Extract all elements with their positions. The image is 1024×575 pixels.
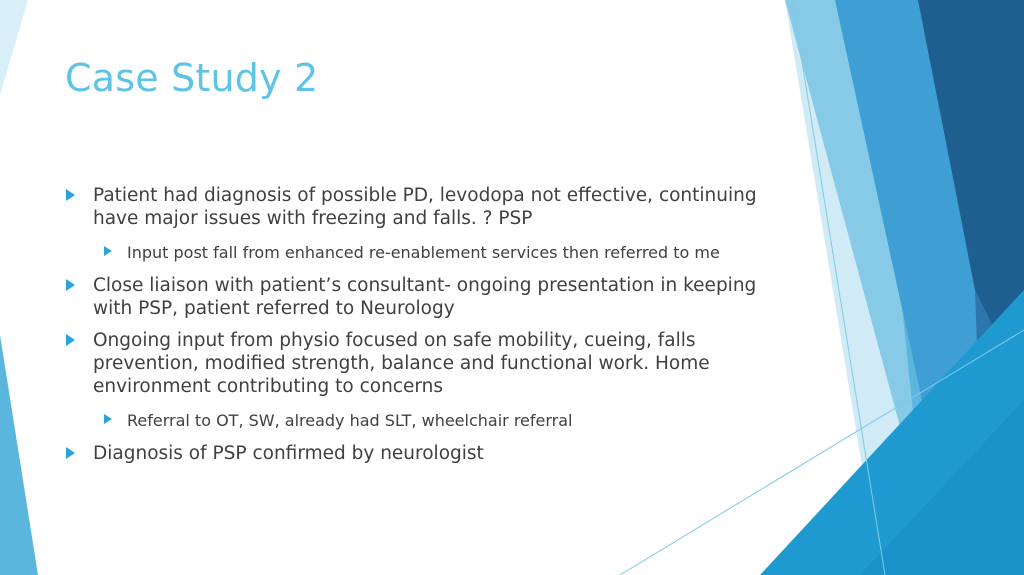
deco-left-top	[0, 0, 28, 95]
triangle-bullet-icon	[66, 447, 75, 459]
sub-bullet-text: Referral to OT, SW, already had SLT, wheelchair referral	[127, 411, 573, 430]
triangle-bullet-icon	[66, 189, 75, 201]
sub-bullet-text: Input post fall from enhanced re-enablement services then referred to me	[127, 243, 720, 262]
triangle-bullet-icon	[104, 246, 112, 256]
bullet-list	[64, 184, 764, 474]
triangle-bullet-icon	[104, 414, 112, 424]
bullet-text: Diagnosis of PSP confirmed by neurologist	[93, 443, 484, 464]
sub-bullet-item	[64, 242, 764, 263]
triangle-bullet-icon	[66, 334, 75, 346]
slide-title: Case Study 2	[65, 56, 319, 100]
bullet-item	[64, 274, 764, 320]
bullet-item	[64, 329, 764, 398]
bullet-text: Ongoing input from physio focused on safe mobility, cueing, falls prevention, modified strength, balance and functional work. Home environment contributing to concerns	[93, 330, 710, 397]
triangle-bullet-icon	[66, 279, 75, 291]
deco-left-bottom	[0, 335, 38, 575]
bullet-item	[64, 184, 764, 230]
bullet-item	[64, 442, 764, 465]
sub-bullet-item	[64, 410, 764, 431]
bullet-text: Close liaison with patient’s consultant- ongoing presentation in keeping with PSP, patient referred to Neurology	[93, 275, 757, 319]
bullet-text: Patient had diagnosis of possible PD, levodopa not effective, continuing have major issues with freezing and falls. ? PSP	[93, 185, 757, 229]
